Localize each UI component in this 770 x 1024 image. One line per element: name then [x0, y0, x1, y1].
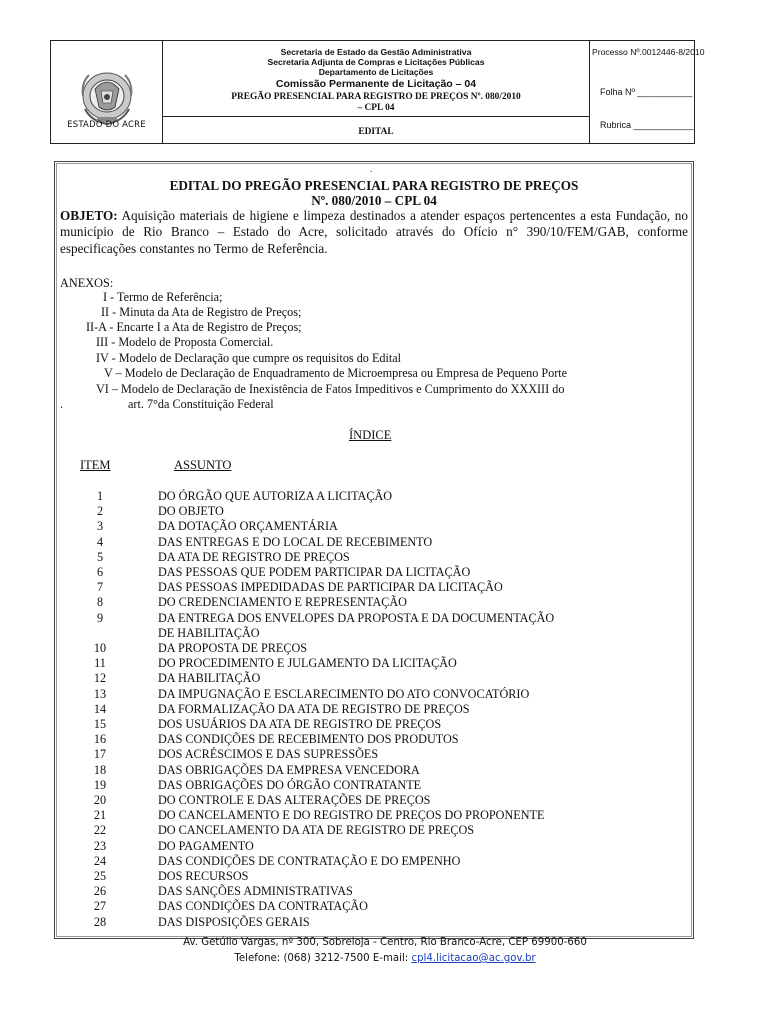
index-item-title: DO PAGAMENTO	[158, 838, 254, 853]
anexo-item: I - Termo de Referência;	[103, 290, 223, 304]
index-item-number: 24	[93, 853, 107, 868]
index-item-title: DAS CONDIÇÕES DA CONTRATAÇÃO	[158, 899, 368, 914]
index-item-number: 5	[96, 549, 104, 564]
index-item-title: DA ATA DE REGISTRO DE PREÇOS	[158, 549, 350, 564]
footer-phone: Telefone: (068) 3212-7500 E-mail:	[234, 953, 412, 964]
index-item-title-continued: DE HABILITAÇÃO	[158, 625, 260, 640]
index-item-number: 25	[93, 869, 107, 883]
anexo-item: II - Minuta da Ata de Registro de Preços;	[101, 305, 302, 319]
index-item-number: 23	[93, 838, 107, 853]
objeto-paragraph	[60, 208, 688, 257]
index-item-number: 4	[96, 534, 104, 549]
header-secretaria: Secretaria de Estado da Gestão Administrativa	[280, 47, 472, 57]
anexo-dot: .	[60, 397, 64, 411]
header-divider	[163, 116, 589, 117]
anexo-item: art. 7°da Constituição Federal	[128, 397, 274, 411]
index-item-number: 16	[93, 732, 107, 747]
anexo-item: III - Modelo de Proposta Comercial.	[96, 335, 274, 349]
index-item-title: DAS CONDIÇÕES DE CONTRATAÇÃO E DO EMPENHO	[158, 853, 461, 868]
index-item-number: 3	[96, 519, 104, 534]
edital-title: EDITAL DO PREGÃO PRESENCIAL PARA REGISTRO DE PREÇOS	[169, 178, 579, 193]
index-item-number: 17	[93, 747, 107, 762]
index-item-number: 21	[93, 808, 107, 823]
index-item-title: DAS CONDIÇÕES DE RECEBIMENTO DOS PRODUTOS	[158, 732, 459, 747]
header-cpl: – CPL 04	[357, 103, 395, 113]
top-dot: .	[370, 164, 373, 174]
header-departamento: Departamento de Licitações	[318, 67, 434, 77]
header-secretaria-adjunta: Secretaria Adjunta de Compras e Licitações Públicas	[267, 57, 485, 67]
header-title-cell	[163, 41, 590, 143]
index-item-title: DO PROCEDIMENTO E JULGAMENTO DA LICITAÇÃO	[158, 656, 457, 671]
header-edital: EDITAL	[358, 127, 394, 137]
index-item-number: 22	[93, 823, 107, 838]
index-item-title: DO CANCELAMENTO DA ATA DE REGISTRO DE PREÇOS	[158, 823, 475, 838]
index-item-number: 11	[94, 656, 106, 671]
index-item-number: 7	[96, 580, 104, 595]
indice-title: ÍNDICE	[349, 428, 392, 442]
header-process-cell	[590, 41, 705, 143]
index-item-number: 18	[93, 762, 107, 777]
state-name: ESTADO DO ACRE	[67, 120, 146, 130]
index-item-title: DO CANCELAMENTO E DO REGISTRO DE PREÇOS DO PROPONENTE	[158, 808, 545, 823]
rubrica-field: Rubrica ____________	[600, 120, 694, 130]
index-item-title: DA ENTREGA DOS ENVELOPES DA PROPOSTA E DA DOCUMENTAÇÃO	[158, 610, 555, 625]
index-item-number: 27	[93, 899, 107, 914]
index-item-number: 20	[93, 793, 107, 807]
index-item-title: DAS DISPOSIÇÕES GERAIS	[158, 914, 310, 929]
objeto-label: OBJETO:	[60, 208, 118, 223]
anexos-title: ANEXOS:	[60, 276, 114, 290]
index-item-number: 14	[93, 701, 107, 716]
column-header-item: ITEM	[80, 458, 111, 472]
anexo-item: VI – Modelo de Declaração de Inexistência de Fatos Impeditivos e Cumprimento do XXXIII do	[96, 382, 565, 396]
document-header	[50, 40, 705, 144]
header-logo-cell	[51, 41, 163, 143]
index-item-title: DAS ENTREGAS E DO LOCAL DE RECEBIMENTO	[158, 534, 433, 549]
index-item-title: DAS OBRIGAÇÕES DO ÓRGÃO CONTRATANTE	[158, 777, 422, 792]
index-item-title: DO ÓRGÃO QUE AUTORIZA A LICITAÇÃO	[158, 489, 393, 503]
index-item-title: DO CREDENCIAMENTO E REPRESENTAÇÃO	[158, 595, 407, 610]
index-item-number: 6	[96, 565, 104, 579]
index-item-number: 1	[96, 489, 104, 503]
index-item-title: DOS USUÁRIOS DA ATA DE REGISTRO DE PREÇOS	[158, 717, 442, 731]
footer-email-link[interactable]: cpl4.licitacao@ac.gov.br	[411, 953, 536, 964]
index-item-number: 2	[96, 504, 104, 519]
index-item-title: DA HABILITAÇÃO	[158, 671, 261, 686]
index-item-title: DOS RECURSOS	[158, 869, 249, 883]
index-item-title: DO CONTROLE E DAS ALTERAÇÕES DE PREÇOS	[158, 793, 431, 807]
header-comissao: Comissão Permanente de Licitação – 04	[275, 78, 477, 90]
column-header-assunto: ASSUNTO	[174, 458, 232, 472]
index-item-title: DA FORMALIZAÇÃO DA ATA DE REGISTRO DE PREÇOS	[158, 701, 470, 716]
index-item-number: 26	[93, 884, 107, 899]
footer-address: Av. Getúlio Vargas, nº 300, Sobreloja - Centro, Rio Branco-Acre, CEP 69900-660	[183, 937, 587, 948]
index-item-title: DAS PESSOAS QUE PODEM PARTICIPAR DA LICITAÇÃO	[158, 565, 471, 579]
index-item-title: DA DOTAÇÃO ORÇAMENTÁRIA	[158, 519, 338, 534]
index-item-title: DAS SANÇÕES ADMINISTRATIVAS	[158, 884, 353, 899]
anexo-item: IV - Modelo de Declaração que cumpre os requisitos do Edital	[96, 351, 402, 365]
index-item-title: DOS ACRÉSCIMOS E DAS SUPRESSÕES	[158, 747, 379, 762]
index-item-title: DO OBJETO	[158, 504, 224, 519]
index-item-number: 8	[96, 595, 104, 610]
index-item-number: 9	[96, 610, 104, 625]
edital-number: Nº. 080/2010 – CPL 04	[311, 193, 437, 208]
index-item-title: DA PROPOSTA DE PREÇOS	[158, 641, 308, 655]
folha-field: Folha Nº ___________	[600, 87, 693, 97]
header-pregao: PREGÃO PRESENCIAL PARA REGISTRO DE PREÇOS Nº. 080/2010	[231, 92, 521, 102]
index-item-title: DA IMPUGNAÇÃO E ESCLARECIMENTO DO ATO CONVOCATÓRIO	[158, 686, 530, 701]
index-item-number: 10	[93, 641, 107, 655]
anexo-item: II-A - Encarte I a Ata de Registro de Preços;	[86, 320, 302, 334]
objeto-text: Aquisição materiais de higiene e limpeza destinados a atender espaços pertencentes a esta Fundação, no município de Rio Branco – Estado do Acre, solicitado através do Ofício n° 390/10/FEM/GAB, conforme especificações constantes no Termo de Referência.	[60, 208, 688, 256]
index-item-number: 28	[93, 914, 107, 929]
index-item-number: 12	[93, 671, 107, 686]
index-item-number: 19	[93, 777, 107, 792]
footer-contact	[0, 953, 770, 964]
index-item-number: 15	[93, 717, 107, 731]
index-item-title: DAS PESSOAS IMPEDIDADAS DE PARTICIPAR DA LICITAÇÃO	[158, 580, 503, 595]
process-number: Processo Nº.0012446-8/2010	[592, 47, 705, 57]
anexo-item: V – Modelo de Declaração de Enquadramento de Microempresa ou Empresa de Pequeno Porte	[104, 366, 568, 380]
index-item-number: 13	[93, 686, 107, 701]
index-item-title: DAS OBRIGAÇÕES DA EMPRESA VENCEDORA	[158, 762, 420, 777]
